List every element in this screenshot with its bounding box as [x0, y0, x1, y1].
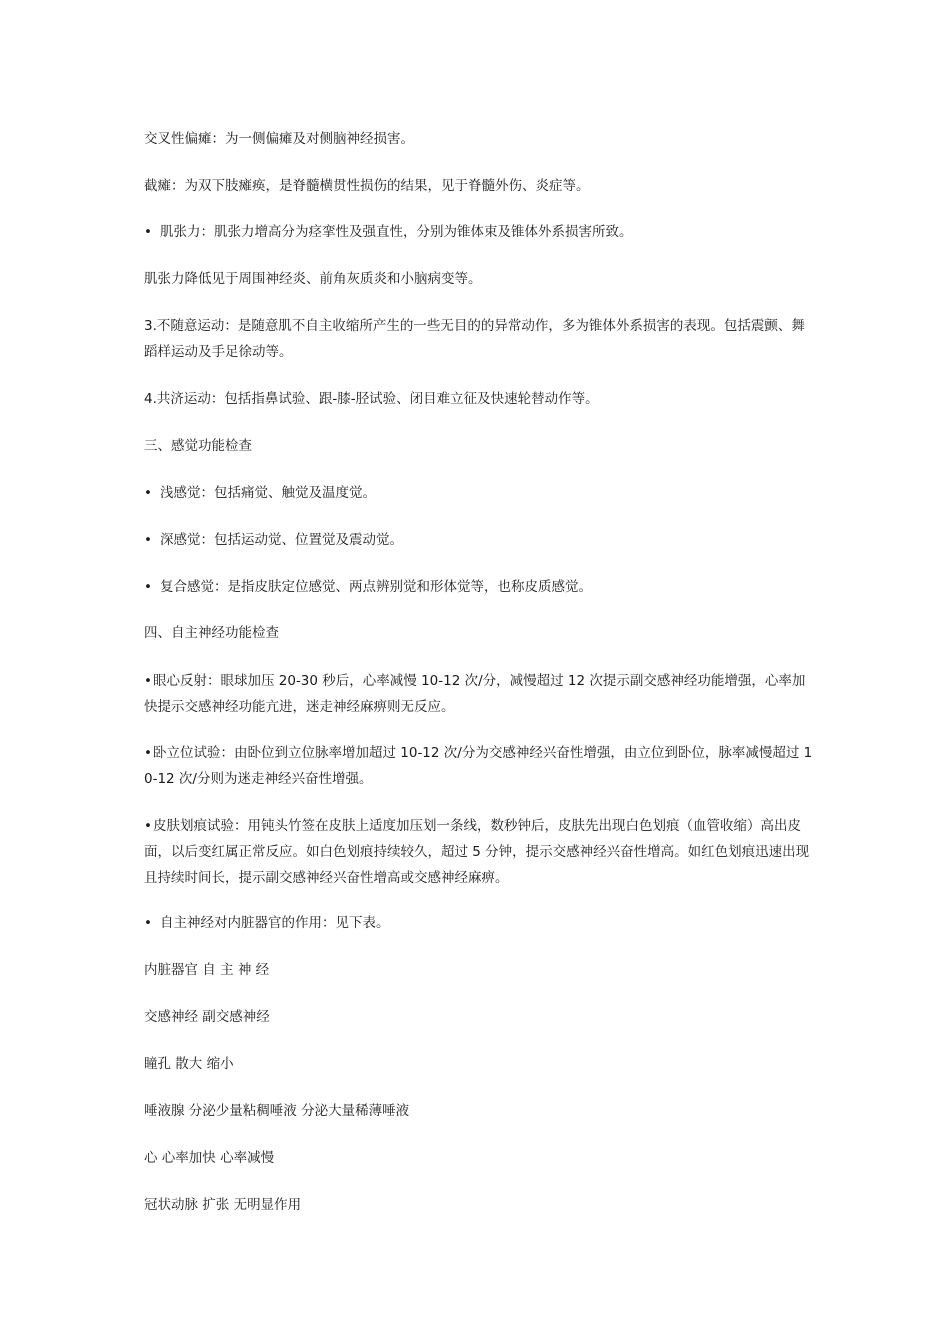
heading-autonomic-exam: 四、自主神经功能检查: [144, 625, 279, 641]
paragraph-paraplegia: 截瘫：为双下肢瘫痪，是脊髓横贯性损伤的结果，见于脊髓外伤、炎症等。: [144, 178, 590, 194]
paragraph-muscle-tone-low: 肌张力降低见于周围神经炎、前角灰质炎和小脑病变等。: [144, 271, 482, 287]
paragraph-coordination: 4.共济运动：包括指鼻试验、跟-膝-胫试验、闭目难立征及快速轮替动作等。: [144, 391, 599, 407]
paragraph-crossed-hemiplegia: 交叉性偏瘫：为一侧偏瘫及对侧脑神经损害。: [144, 131, 414, 147]
table-row-pupil: 瞳孔 散大 缩小: [144, 1056, 234, 1072]
table-row-heart: 心 心率加快 心率减慢: [144, 1150, 275, 1166]
bullet-superficial-sensation: • 浅感觉：包括痛觉、触觉及温度觉。: [144, 480, 816, 506]
bullet-oculocardiac-reflex: • 眼心反射：眼球加压 20-30 秒后，心率减慢 10-12 次/分，减慢超过 12 次提示副交感神经功能增强，心率加快提示交感神经功能亢进，迷走神经麻痹则无反应。: [144, 668, 816, 720]
bullet-deep-sensation: • 深感觉：包括运动觉、位置觉及震动觉。: [144, 527, 816, 553]
table-row-coronary-artery: 冠状动脉 扩张 无明显作用: [144, 1197, 302, 1213]
bullet-compound-sensation: • 复合感觉：是指皮肤定位感觉、两点辨别觉和形体觉等，也称皮质感觉。: [144, 574, 816, 600]
paragraph-involuntary-movement: 3.不随意运动：是随意肌不自主收缩所产生的一些无目的的异常动作，多为锥体外系损害的表现。包括震颤、舞蹈样运动及手足徐动等。: [144, 318, 805, 360]
table-row-salivary-gland: 唾液腺 分泌少量粘稠唾液 分泌大量稀薄唾液: [144, 1103, 410, 1119]
table-row-header: 内脏器官 自 主 神 经: [144, 962, 270, 978]
bullet-autonomic-effects: • 自主神经对内脏器官的作用：见下表。: [144, 910, 816, 936]
bullet-muscle-tone: • 肌张力：肌张力增高分为痉挛性及强直性，分别为锥体束及锥体外系损害所致。: [144, 219, 816, 245]
table-row-subheader: 交感神经 副交感神经: [144, 1009, 270, 1025]
heading-sensory-exam: 三、感觉功能检查: [144, 438, 252, 454]
bullet-dermographism-test: • 皮肤划痕试验：用钝头竹签在皮肤上适度加压划一条线，数秒钟后，皮肤先出现白色划痕（血管收缩）高出皮面，以后变红属正常反应。如白色划痕持续较久，超过 5 分钟，提示交感神经兴奋性增高。如红色划痕迅速出现且持续时间长，提示副交感神经兴奋性增高或交感神经麻痹。: [144, 813, 816, 891]
bullet-orthostatic-test: • 卧立位试验：由卧位到立位脉率增加超过 10-12 次/分为交感神经兴奋性增强，由立位到卧位，脉率减慢超过 10-12 次/分则为迷走神经兴奋性增强。: [144, 740, 816, 792]
